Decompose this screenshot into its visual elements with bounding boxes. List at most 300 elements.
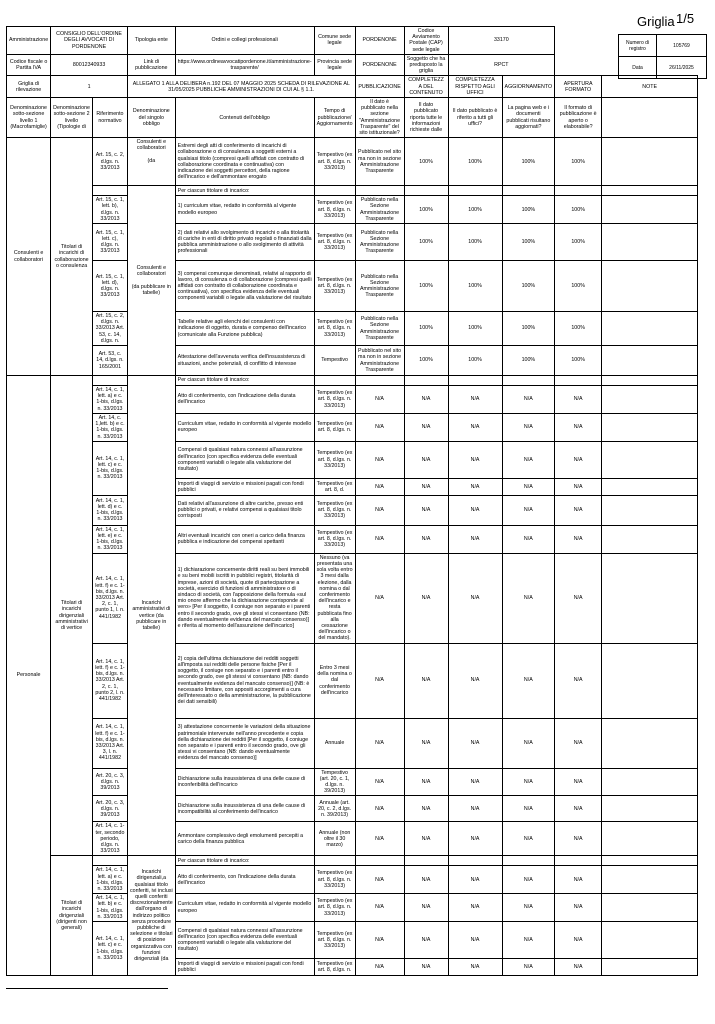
- cell-formato: N/A: [555, 822, 602, 856]
- cell-pubb: Pubblicato nella Sezione Amministrazione Trasparente: [355, 261, 404, 312]
- admin-value: CONSIGLIO DELL'ORDINE DEGLI AVVOCATI DI PORDENONE: [51, 27, 128, 55]
- cell-agg: 100%: [502, 196, 555, 224]
- table-row: [7, 441, 698, 478]
- cell-cont: 100%: [404, 346, 448, 376]
- col-formato: Il formato di pubblicazione è aperto o elaborabile?: [555, 98, 602, 138]
- cell-pubb: [355, 186, 404, 196]
- cell-tempo: Tempestivo (ex art. 8, d.lgs. n. 33/2013): [314, 224, 355, 261]
- header-note: NOTE: [602, 76, 698, 98]
- cell-pubb: N/A: [355, 643, 404, 718]
- table-row: [7, 495, 698, 525]
- cell-pubb: N/A: [355, 959, 404, 976]
- table-row: [7, 346, 698, 376]
- cell-contenuto: Altri eventuali incarichi con oneri a carico della finanza pubblica e indicazione dei compensi spettanti: [175, 525, 314, 553]
- table-row: [7, 643, 698, 718]
- cell-rif: Art. 15, c. 1, lett. b), d.lgs. n. 33/2013: [92, 196, 127, 224]
- cell-formato: N/A: [555, 441, 602, 478]
- table-row: [7, 822, 698, 856]
- col-tempo: Tempo di pubblicazione/ Aggiornamento: [314, 98, 355, 138]
- cell-uffici: [448, 186, 502, 196]
- header-completezza-uffici: COMPLETEZZA RISPETTO AGLI UFFICI: [448, 76, 502, 98]
- col-agg: La pagina web e i documenti pubblicati risultano aggiornati?: [502, 98, 555, 138]
- cell-cont: 100%: [404, 138, 448, 186]
- rilevazione-table: [6, 26, 698, 976]
- cell-cont: N/A: [404, 495, 448, 525]
- cell-cont: N/A: [404, 959, 448, 976]
- cell-contenuto: Curriculum vitae, redatto in conformità al vigente modello europeo: [175, 413, 314, 441]
- cell-agg: N/A: [502, 553, 555, 643]
- cell-note: [602, 643, 698, 718]
- cell-pubb: N/A: [355, 413, 404, 441]
- grid-value: 1: [51, 76, 128, 98]
- cell-note: [602, 413, 698, 441]
- cell-rif: Art. 14, c. 1-ter, secondo periodo, d.lgs. n. 33/2013: [92, 822, 127, 856]
- cell-contenuto: 3) compensi comunque denominati, relativi al rapporto di lavoro, di consulenza o di collaborazione (compresi quelli affidati con contratto di collaborazione coordinata e continuativa), con specifica evidenza delle eventuali componenti variabili o legate alla valutazione del risultato: [175, 261, 314, 312]
- cell-rif: Art. 14, c. 1,lett. b) e c. 1-bis, d.lgs. n. 33/2013: [92, 413, 127, 441]
- cell-formato: 100%: [555, 138, 602, 186]
- cell-formato: N/A: [555, 386, 602, 414]
- table-row: [7, 261, 698, 312]
- header-completezza-contenuto: COMPLETEZZA DEL CONTENUTO: [404, 76, 448, 98]
- cell-formato: [555, 186, 602, 196]
- cap-label: Codice Avviamento Postale (CAP) sede legale: [404, 27, 448, 55]
- cell-tempo: Entro 3 mesi della nomina o dal conferimento dell'incarico: [314, 643, 355, 718]
- cell-agg: N/A: [502, 525, 555, 553]
- cell-cont: 100%: [404, 312, 448, 346]
- cell-tempo: Tempestivo (ex art. 8, d.lgs. n. 33/2013): [314, 894, 355, 922]
- cell-contenuto: Dati relativi all'assunzione di altre cariche, presso enti pubblici o privati, e relativi compensi a qualsiasi titolo corrisposti: [175, 495, 314, 525]
- cell-contenuto: Per ciascun titolare di incarico:: [175, 376, 314, 386]
- cell-tempo: Tempestivo (ex art. 8, d.lgs. n. 33/2013): [314, 138, 355, 186]
- cell-rif: Art. 14, c. 1, lett. f) e c. 1-bis, d.lgs. n. 33/2013 Art. 2, c. 1, punto 2, l. n. 441/1982: [92, 643, 127, 718]
- section-l2: Titolari di incarichi di collaborazione o consulenza: [51, 138, 93, 376]
- cell-rif: Art. 15, c. 1, lett. c), d.lgs. n. 33/2013: [92, 224, 127, 261]
- cell-agg: N/A: [502, 922, 555, 959]
- cell-uffici: N/A: [448, 866, 502, 894]
- cell-note: [602, 768, 698, 796]
- cell-formato: 100%: [555, 261, 602, 312]
- table-row: [7, 866, 698, 894]
- link-value: https://www.ordineavvocatipordenone.it/amministrazione-trasparente/: [175, 54, 314, 76]
- cell-uffici: N/A: [448, 553, 502, 643]
- cell-tempo: Annuale (non oltre il 30 marzo): [314, 822, 355, 856]
- type-label: Tipologia ente: [127, 27, 175, 55]
- cell-contenuto: 1) curriculum vitae, redatto in conformità al vigente modello europeo: [175, 196, 314, 224]
- cell-formato: 100%: [555, 224, 602, 261]
- cell-uffici: N/A: [448, 478, 502, 495]
- column-header-row: [7, 98, 698, 138]
- cell-tempo: Annuale: [314, 718, 355, 768]
- cell-uffici: 100%: [448, 224, 502, 261]
- cell-obbligo: Incarichi amministrativi di vertice (da pubblicare in tabelle): [127, 376, 175, 856]
- col-obbligo: Denominazione del singolo obbligo: [127, 98, 175, 138]
- table-row: [7, 386, 698, 414]
- cell-tempo: Tempestivo (ex art. 8, d.lgs. n.: [314, 413, 355, 441]
- cell-tempo: [314, 186, 355, 196]
- blank-cell: [555, 27, 698, 55]
- cell-pubb: Pubblicato nel sito ma non in sezione Amministrazione Trasparente: [355, 346, 404, 376]
- cell-tempo: Tempestivo (ex art. 8, d.lgs. n.: [314, 959, 355, 976]
- cell-note: [602, 478, 698, 495]
- table-row: [7, 553, 698, 643]
- cell-uffici: N/A: [448, 894, 502, 922]
- footer-rule: [6, 988, 168, 989]
- type-value: Ordini e collegi professionali: [175, 27, 314, 55]
- cell-rif: Art. 14, c. 1, lett. f) e c. 1-bis, d.lgs. n. 33/2013 Art. 3, l. n. 441/1982: [92, 718, 127, 768]
- cell-pubb: N/A: [355, 478, 404, 495]
- section-l2: Titolari di incarichi dirigenziali amministrativi di vertice: [51, 376, 93, 856]
- cell-cont: N/A: [404, 553, 448, 643]
- col-uffici: Il dato pubblicato è riferito a tutti gli uffici?: [448, 98, 502, 138]
- header-pubblicazione: PUBBLICAZIONE: [355, 76, 404, 98]
- cell-note: [602, 866, 698, 894]
- cell-note: [602, 495, 698, 525]
- cell-cont: N/A: [404, 822, 448, 856]
- cell-rif: Art. 14, c. 1, lett. f) e c. 1-bis, d.lgs. n. 33/2013 Art. 2, c. 1, punto 1, l. n. 441/1982: [92, 553, 127, 643]
- cell-note: [602, 856, 698, 866]
- cell-cont: [404, 186, 448, 196]
- comune-value: PORDENONE: [355, 27, 404, 55]
- cell-uffici: N/A: [448, 386, 502, 414]
- cell-tempo: Tempestivo (ex art. 8, d.lgs. n. 33/2013): [314, 261, 355, 312]
- cell-formato: N/A: [555, 922, 602, 959]
- cell-contenuto: 2) copia dell'ultima dichiarazione dei redditi soggetti all'imposta sui redditi delle persone fisiche [Per il soggetto, il coniuge non separato e i parenti entro il secondo grado, ove gli stessi vi consentano (NB: dando eventualmente evidenza del mancato consenso)] (NB: è necessario limitare, con appositi accorgimenti a cura dell'interessato o della amministrazione, la pubblicazione dei dati sensibili): [175, 643, 314, 718]
- cell-uffici: 100%: [448, 196, 502, 224]
- cell-cont: N/A: [404, 413, 448, 441]
- cell-agg: 100%: [502, 346, 555, 376]
- cell-tempo: Tempestivo: [314, 346, 355, 376]
- cell-uffici: 100%: [448, 261, 502, 312]
- cell-agg: 100%: [502, 224, 555, 261]
- cell-formato: 100%: [555, 346, 602, 376]
- cell-formato: 100%: [555, 196, 602, 224]
- cell-agg: [502, 856, 555, 866]
- cell-cont: 100%: [404, 196, 448, 224]
- grid-label: Griglia di rilevazione: [7, 76, 51, 98]
- cell-pubb: N/A: [355, 866, 404, 894]
- cell-tempo: [314, 376, 355, 386]
- prov-label: Provincia sede legale: [314, 54, 355, 76]
- cell-formato: N/A: [555, 959, 602, 976]
- cf-label: Codice fiscale o Partita IVA: [7, 54, 51, 76]
- cell-agg: [502, 186, 555, 196]
- cell-note: [602, 894, 698, 922]
- cell-rif: Art. 53, c. 14, d.lgs. n. 165/2001: [92, 346, 127, 376]
- cell-rif: Art. 14, c. 1, lett. b) e c. 1-bis, d.lgs. n. 33/2013: [92, 894, 127, 922]
- cell-cont: N/A: [404, 643, 448, 718]
- table-row: [7, 796, 698, 822]
- cell-rif: Art. 14, c. 1, lett. a) e c. 1-bis, d.lgs. n. 33/2013: [92, 866, 127, 894]
- cell-pubb: N/A: [355, 718, 404, 768]
- cell-contenuto: Compensi di qualsiasi natura connessi all'assunzione dell'incarico (con specifica evidenza delle eventuali componenti variabili o legate alla valutazione del risultato): [175, 922, 314, 959]
- cell-rif: Art. 15, c. 2, d.lgs. n. 33/2013 Art. 53, c. 14, d.lgs. n.: [92, 312, 127, 346]
- cell-tempo: Tempestivo (art. 20, c. 1, d.lgs. n. 39/2013): [314, 768, 355, 796]
- col-pubb: Il dato è pubblicato nella sezione "Amministrazione Trasparente" del sito istituzionale?: [355, 98, 404, 138]
- cell-cont: 100%: [404, 224, 448, 261]
- cell-contenuto: Attestazione dell'avvenuta verifica dell'insussistenza di situazioni, anche potenziali, di conflitto di interesse: [175, 346, 314, 376]
- cell-note: [602, 718, 698, 768]
- table-row: [7, 525, 698, 553]
- cell-pubb: N/A: [355, 441, 404, 478]
- cell-uffici: [448, 376, 502, 386]
- table-row: [7, 894, 698, 922]
- cell-contenuto: Per ciascun titolare di incarico:: [175, 856, 314, 866]
- cell-uffici: N/A: [448, 922, 502, 959]
- cell-rif: [92, 186, 127, 196]
- section-l1: Personale: [7, 376, 51, 976]
- section-l2: Titolari di incarichi dirigenziali (dirigenti non generali): [51, 856, 93, 976]
- cell-cont: N/A: [404, 796, 448, 822]
- cell-agg: N/A: [502, 718, 555, 768]
- cell-formato: N/A: [555, 643, 602, 718]
- cell-cont: [404, 856, 448, 866]
- cell-pubb: N/A: [355, 553, 404, 643]
- cell-note: [602, 346, 698, 376]
- cell-formato: 100%: [555, 312, 602, 346]
- cell-tempo: Annuale (art. 20, c. 2, d.lgs. n. 39/2013): [314, 796, 355, 822]
- cell-rif: [92, 856, 127, 866]
- cell-pubb: N/A: [355, 495, 404, 525]
- cell-pubb: [355, 856, 404, 866]
- cell-note: [602, 922, 698, 959]
- cell-tempo: Tempestivo (ex art. 8, d.lgs. n. 33/2013): [314, 866, 355, 894]
- table-row: [7, 186, 698, 196]
- cell-contenuto: Atto di conferimento, con l'indicazione della durata dell'incarico: [175, 866, 314, 894]
- cell-tempo: Tempestivo (ex art. 8, d.lgs. n. 33/2013): [314, 525, 355, 553]
- cell-cont: N/A: [404, 894, 448, 922]
- cell-pubb: N/A: [355, 386, 404, 414]
- cell-rif: Art. 15, c. 2, d.lgs. n. 33/2013: [92, 138, 127, 186]
- cell-uffici: N/A: [448, 413, 502, 441]
- cell-agg: N/A: [502, 768, 555, 796]
- cell-uffici: N/A: [448, 959, 502, 976]
- col-note: [602, 98, 698, 138]
- cell-agg: N/A: [502, 796, 555, 822]
- cell-formato: N/A: [555, 894, 602, 922]
- cell-tempo: [314, 856, 355, 866]
- cell-pubb: Pubblicato nella Sezione Amministrazione Trasparente: [355, 224, 404, 261]
- allegato-note: ALLEGATO 1 ALLA DELIBERA n.192 DEL 07 MAGGIO 2025 SCHEDA DI RILEVAZIONE AL 31/05/2025 PUBBLICHE AMMINISTRAZIONI DI CUI AL § 1.1.: [127, 76, 355, 98]
- cell-pubb: N/A: [355, 822, 404, 856]
- cell-rif: [92, 376, 127, 386]
- header-apertura: APERTURA FORMATO: [555, 76, 602, 98]
- cell-note: [602, 196, 698, 224]
- cell-tempo: Tempestivo (ex art. 8, d.lgs. n. 33/2013): [314, 495, 355, 525]
- cell-obbligo: Consulenti e collaboratori (da: [127, 138, 175, 186]
- cell-note: [602, 224, 698, 261]
- cell-tempo: Tempestivo (ex art. 8, d.: [314, 478, 355, 495]
- cell-tempo: Tempestivo (ex art. 8, d.lgs. n. 33/2013): [314, 441, 355, 478]
- cell-formato: N/A: [555, 478, 602, 495]
- cell-tempo: Tempestivo (ex art. 8, d.lgs. n. 33/2013): [314, 386, 355, 414]
- cell-note: [602, 441, 698, 478]
- cell-cont: N/A: [404, 441, 448, 478]
- cap-value: 33170: [448, 27, 555, 55]
- section-l1: Consulenti e collaboratori: [7, 138, 51, 376]
- table-row: [7, 922, 698, 959]
- col-rif: Riferimento normativo: [92, 98, 127, 138]
- registry-label: Numero di registro: [619, 35, 657, 57]
- page-title: Griglia: [637, 14, 675, 29]
- cell-cont: N/A: [404, 525, 448, 553]
- table-row: [7, 224, 698, 261]
- cell-uffici: N/A: [448, 495, 502, 525]
- cell-tempo: Tempestivo (ex art. 8, d.lgs. n. 33/2013): [314, 922, 355, 959]
- cell-tempo: Tempestivo (ex art. 8, d.lgs. n. 33/2013): [314, 196, 355, 224]
- cell-pubb: N/A: [355, 768, 404, 796]
- cell-agg: N/A: [502, 866, 555, 894]
- table-row: [7, 196, 698, 224]
- registry-value: 105769: [657, 35, 707, 57]
- cell-contenuto: Atto di conferimento, con l'indicazione della durata dell'incarico: [175, 386, 314, 414]
- cell-note: [602, 959, 698, 976]
- table-row: [7, 376, 698, 386]
- registry-label: Data: [619, 57, 657, 79]
- cell-rif: Art. 15, c. 1, lett. d), d.lgs. n. 33/2013: [92, 261, 127, 312]
- col-cont: Il dato pubblicato riporta tutte le informazioni richieste dalle: [404, 98, 448, 138]
- cell-contenuto: 2) dati relativi allo svolgimento di incarichi o alla titolarità di cariche in enti di diritto privato regolati o finanziati dalla pubblica amministrazione o allo svolgimento di attività professionali: [175, 224, 314, 261]
- cell-contenuto: Dichiarazione sulla insussistenza di una delle cause di inconferibilità dell'incarico: [175, 768, 314, 796]
- admin-label: Amministrazione: [7, 27, 51, 55]
- comune-label: Comune sede legale: [314, 27, 355, 55]
- cell-contenuto: Importi di viaggi di servizio e missioni pagati con fondi pubblici: [175, 959, 314, 976]
- cell-formato: N/A: [555, 866, 602, 894]
- cell-tempo: Nessuno (va presentata una sola volta entro 3 mesi dalla elezione, dalla nomina o dal conferimento dell'incarico e resta pubblicata fino alla cessazione dell'incarico o del mandato).: [314, 553, 355, 643]
- cell-rif: Art. 14, c. 1, lett. e) e c. 1-bis, d.lgs. n. 33/2013: [92, 525, 127, 553]
- cell-formato: N/A: [555, 525, 602, 553]
- cell-agg: N/A: [502, 643, 555, 718]
- cell-note: [602, 376, 698, 386]
- cell-note: [602, 312, 698, 346]
- cell-note: [602, 796, 698, 822]
- cell-pubb: Pubblicato nel sito ma non in sezione Amministrazione Trasparente: [355, 138, 404, 186]
- cell-formato: N/A: [555, 553, 602, 643]
- cell-uffici: N/A: [448, 768, 502, 796]
- table-row: [7, 718, 698, 768]
- header-aggiornamento: AGGIORNAMENTO: [502, 76, 555, 98]
- cell-agg: N/A: [502, 413, 555, 441]
- cell-uffici: N/A: [448, 796, 502, 822]
- cell-note: [602, 822, 698, 856]
- cell-agg: N/A: [502, 959, 555, 976]
- cell-agg: 100%: [502, 261, 555, 312]
- cell-rif: Art. 20, c. 3, d.lgs. n. 39/2013: [92, 796, 127, 822]
- table-row: [7, 413, 698, 441]
- cell-agg: [502, 376, 555, 386]
- cell-contenuto: 1) dichiarazione concernente diritti reali su beni immobili e su beni mobili iscritti in pubblici registri, titolarità di imprese, azioni di società, quote di partecipazione a società, esercizio di funzioni di amministratore o di sindaco di società, con l'apposizione della formula «sul mio onore affermo che la dichiarazione corrisponde al vero» [Per il soggetto, il coniuge non separato e i parenti entro il secondo grado, ove gli stessi vi consentano (NB: dando eventualmente evidenza del mancato consenso)] e riferita al momento dell'assunzione dell'incarico]: [175, 553, 314, 643]
- cell-note: [602, 186, 698, 196]
- cell-uffici: [448, 856, 502, 866]
- cell-agg: 100%: [502, 138, 555, 186]
- cell-uffici: 100%: [448, 312, 502, 346]
- table-row: [7, 856, 698, 866]
- prov-value: PORDENONE: [355, 54, 404, 76]
- cell-contenuto: Curriculum vitae, redatto in conformità al vigente modello europeo: [175, 894, 314, 922]
- col-den1: Denominazione sotto-sezione livello 1 (Macrofamiglie): [7, 98, 51, 138]
- cell-rif: Art. 14, c. 1, lett. c) e c. 1-bis, d.lgs. n. 33/2013: [92, 441, 127, 495]
- cell-cont: 100%: [404, 261, 448, 312]
- cell-uffici: N/A: [448, 441, 502, 478]
- cell-obbligo: Consulenti e collaboratori (da pubblicare in tabelle): [127, 186, 175, 376]
- cell-agg: N/A: [502, 386, 555, 414]
- cell-note: [602, 525, 698, 553]
- cell-contenuto: Estremi degli atti di conferimento di incarichi di collaborazione o di consulenza a soggetti esterni a qualsiasi titolo (compresi quelli affidati con contratto di collaborazione coordinata e continuativa) con indicazione dei soggetti percettori, della ragione dell'incarico e dell'ammontare erogato: [175, 138, 314, 186]
- cell-contenuto: Compensi di qualsiasi natura connessi all'assunzione dell'incarico (con specifica evidenza delle eventuali componenti variabili o legate alla valutazione del risultato): [175, 441, 314, 478]
- cell-note: [602, 138, 698, 186]
- table-row: [7, 138, 698, 186]
- cell-cont: N/A: [404, 386, 448, 414]
- cell-agg: N/A: [502, 495, 555, 525]
- cell-uffici: N/A: [448, 643, 502, 718]
- soggetto-value: RPCT: [448, 54, 555, 76]
- blank-cell: [555, 54, 698, 76]
- soggetto-label: Soggetto che ha predisposto la griglia: [404, 54, 448, 76]
- cell-tempo: Tempestivo (ex art. 8, d.lgs. n. 33/2013): [314, 312, 355, 346]
- cell-contenuto: Importi di viaggi di servizio e missioni pagati con fondi pubblici: [175, 478, 314, 495]
- cell-uffici: 100%: [448, 138, 502, 186]
- table-row: [7, 768, 698, 796]
- cell-cont: N/A: [404, 768, 448, 796]
- cell-agg: 100%: [502, 312, 555, 346]
- cell-agg: N/A: [502, 478, 555, 495]
- cell-cont: N/A: [404, 718, 448, 768]
- link-label: Link di pubblicazione: [127, 54, 175, 76]
- cell-formato: N/A: [555, 413, 602, 441]
- table-row: [7, 312, 698, 346]
- cell-pubb: N/A: [355, 525, 404, 553]
- col-den2: Denominazione sotto-sezione 2 livello (Tipologie di: [51, 98, 93, 138]
- cell-formato: N/A: [555, 768, 602, 796]
- cell-note: [602, 553, 698, 643]
- cell-uffici: N/A: [448, 718, 502, 768]
- cell-uffici: N/A: [448, 822, 502, 856]
- cell-agg: N/A: [502, 822, 555, 856]
- registry-value: 26/11/2025: [657, 57, 707, 79]
- cell-note: [602, 261, 698, 312]
- cell-uffici: N/A: [448, 525, 502, 553]
- cell-pubb: Pubblicato nella Sezione Amministrazione Trasparente: [355, 196, 404, 224]
- cell-pubb: N/A: [355, 796, 404, 822]
- cell-pubb: Pubblicato nella Sezione Amministrazione Trasparente: [355, 312, 404, 346]
- cell-contenuto: 3) attestazione concernente le variazioni della situazione patrimoniale intervenute nell'anno precedente e copia della dichiarazione dei redditi [Per il soggetto, il coniuge non separato e i parenti entro il secondo grado, ove gli stessi vi consentano (NB: dando eventualmente evidenza del mancato consenso)]: [175, 718, 314, 768]
- cell-formato: [555, 856, 602, 866]
- col-contenuti: Contenuti dell'obbligo: [175, 98, 314, 138]
- cell-rif: Art. 14, c. 1, lett. d) e c. 1-bis, d.lgs. n. 33/2013: [92, 495, 127, 525]
- cell-agg: N/A: [502, 441, 555, 478]
- cell-obbligo: Incarichi dirigenziali,a qualsiasi titolo conferiti, ivi inclusi quelli conferiti discrezionalmente dall'organo di indirizzo politico senza procedure pubbliche di selezione e titolari di posizione organizzativa con funzioni dirigenziali (da: [127, 856, 175, 976]
- cell-formato: N/A: [555, 718, 602, 768]
- cell-agg: N/A: [502, 894, 555, 922]
- cell-pubb: N/A: [355, 894, 404, 922]
- cell-pubb: [355, 376, 404, 386]
- cell-contenuto: Tabelle relative agli elenchi dei consulenti con indicazione di oggetto, durata e compenso dell'incarico (comunicate alla Funzione pubblica): [175, 312, 314, 346]
- cell-pubb: N/A: [355, 922, 404, 959]
- cell-contenuto: Dichiarazione sulla insussistenza di una delle cause di incompatibilità al conferimento dell'incarico: [175, 796, 314, 822]
- cf-value: 80012340933: [51, 54, 128, 76]
- cell-formato: N/A: [555, 495, 602, 525]
- cell-formato: [555, 376, 602, 386]
- cell-contenuto: Per ciascun titolare di incarico:: [175, 186, 314, 196]
- cell-formato: N/A: [555, 796, 602, 822]
- cell-cont: N/A: [404, 478, 448, 495]
- cell-rif: Art. 14, c. 1, lett. c) e c. 1-bis, d.lgs. n. 33/2013: [92, 922, 127, 976]
- cell-note: [602, 386, 698, 414]
- cell-rif: Art. 14, c. 1, lett. a) e c. 1-bis, d.lgs. n. 33/2013: [92, 386, 127, 414]
- cell-cont: [404, 376, 448, 386]
- page-number: 1/5: [676, 11, 695, 26]
- cell-rif: Art. 20, c. 3, d.lgs. n. 39/2013: [92, 768, 127, 796]
- cell-cont: N/A: [404, 866, 448, 894]
